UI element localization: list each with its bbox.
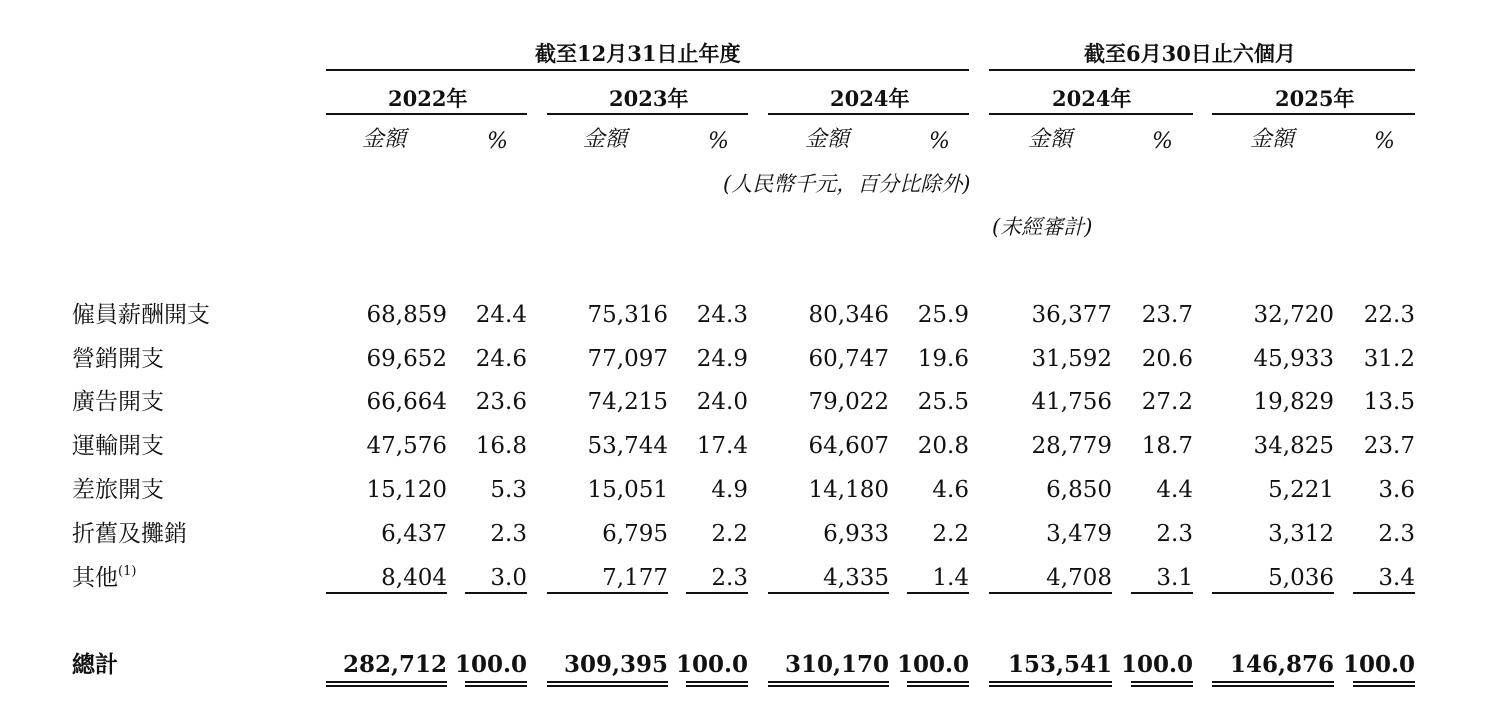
row-label: 運輸開支 [72,433,164,459]
cell-amount-2022: 69,652 [366,346,447,372]
cell-pct-2024-6m: 23.7 [1141,302,1193,328]
row-label: 折舊及攤銷 [72,521,187,547]
subtotal-rule [1131,592,1193,594]
cell-amount-2023: 74,215 [587,389,668,415]
footnote-marker: (1) [118,564,137,579]
cell-amount-2022: 66,664 [366,389,447,415]
cell-pct-2024-6m: 18.7 [1141,433,1193,459]
total-double-rule [465,681,527,687]
header-6m-group: 截至6月30日止六個月 [1084,41,1296,66]
row-label-text: 其他 [72,565,118,591]
cell-pct-2024: 19.6 [917,346,969,372]
row-label: 差旅開支 [72,477,164,503]
cell-pct-2025-6m: 23.7 [1363,433,1415,459]
cell-pct-2022: 5.3 [490,477,527,503]
cell-amount-2023: 7,177 [602,565,668,591]
amount-header: 金額 [1250,127,1295,152]
cell-pct-2025-6m: 13.5 [1363,389,1415,415]
cell-pct-2024-6m: 27.2 [1141,389,1193,415]
total-double-rule [1212,681,1334,687]
amount-header: 金額 [1028,127,1073,152]
total-pct-2024-6m: 100.0 [1120,651,1193,678]
total-amount-2024-6m: 153,541 [1007,651,1112,678]
cell-amount-2024: 6,933 [823,521,889,547]
cell-amount-2022: 8,404 [381,565,447,591]
cell-pct-2024-6m: 4.4 [1156,477,1193,503]
cell-pct-2024: 2.2 [932,521,969,547]
cell-pct-2024-6m: 2.3 [1156,521,1193,547]
cell-pct-2025-6m: 31.2 [1363,346,1415,372]
amount-header: 金額 [805,127,850,152]
cell-amount-2023: 53,744 [587,433,668,459]
cell-amount-2024: 14,180 [808,477,889,503]
total-double-rule [1353,681,1415,687]
cell-amount-2025-6m: 34,825 [1253,433,1334,459]
cell-amount-2023: 6,795 [602,521,668,547]
cell-amount-2024: 4,335 [823,565,889,591]
subtotal-rule [989,592,1112,594]
cell-pct-2024: 4.6 [932,477,969,503]
cell-amount-2023: 77,097 [587,346,668,372]
cell-pct-2025-6m: 3.4 [1378,565,1415,591]
total-double-rule [686,681,748,687]
year-header-2024: 2024年 [830,86,910,111]
cell-pct-2024-6m: 20.6 [1141,346,1193,372]
subtotal-rule [686,592,748,594]
cell-amount-2025-6m: 5,036 [1268,565,1334,591]
cell-amount-2023: 15,051 [587,477,668,503]
cell-pct-2022: 16.8 [475,433,527,459]
row-label: 廣告開支 [72,389,164,415]
total-double-rule [1131,681,1193,687]
total-double-rule [547,681,668,687]
cell-amount-2024-6m: 31,592 [1031,346,1112,372]
total-amount-2025-6m: 146,876 [1229,651,1334,678]
cell-pct-2023: 4.9 [711,477,748,503]
cell-amount-2024-6m: 4,708 [1046,565,1112,591]
header-6m-rule [989,69,1415,71]
total-pct-2025-6m: 100.0 [1342,651,1415,678]
subtotal-rule [465,592,527,594]
unaudited-note: (未經審計) [992,215,1093,239]
cell-amount-2025-6m: 5,221 [1268,477,1334,503]
cell-pct-2025-6m: 2.3 [1378,521,1415,547]
cell-pct-2023: 24.3 [696,302,748,328]
total-pct-2023: 100.0 [675,651,748,678]
year-rule-2025-6m [1212,113,1415,115]
row-label: 營銷開支 [72,346,164,372]
cell-amount-2022: 6,437 [381,521,447,547]
subtotal-rule [326,592,447,594]
total-amount-2022: 282,712 [342,651,447,678]
cell-pct-2022: 23.6 [475,389,527,415]
total-double-rule [989,681,1112,687]
header-fy-rule [326,69,969,71]
cell-amount-2025-6m: 32,720 [1253,302,1334,328]
cell-amount-2025-6m: 3,312 [1268,521,1334,547]
cell-amount-2024: 80,346 [808,302,889,328]
total-label: 總計 [72,651,118,678]
cell-amount-2023: 75,316 [587,302,668,328]
cell-amount-2025-6m: 19,829 [1253,389,1334,415]
year-header-2024-6m: 2024年 [1052,86,1132,111]
cell-amount-2024-6m: 41,756 [1031,389,1112,415]
subtotal-rule [1212,592,1334,594]
year-header-2023: 2023年 [609,86,689,111]
cell-pct-2024: 25.5 [917,389,969,415]
cell-pct-2022: 3.0 [490,565,527,591]
amount-header: 金額 [583,127,628,152]
total-pct-2022: 100.0 [454,651,527,678]
year-rule-2022 [326,113,527,115]
pct-header: % [929,129,950,154]
row-label: 僱員薪酬開支 [72,302,210,328]
pct-header: % [708,129,729,154]
cell-pct-2024-6m: 3.1 [1156,565,1193,591]
total-pct-2024: 100.0 [896,651,969,678]
cell-pct-2024: 25.9 [917,302,969,328]
cell-amount-2024-6m: 28,779 [1031,433,1112,459]
pct-header: % [1152,129,1173,154]
year-header-2022: 2022年 [388,86,468,111]
cell-pct-2023: 24.0 [696,389,748,415]
total-double-rule [907,681,969,687]
cell-amount-2024-6m: 6,850 [1046,477,1112,503]
cell-amount-2022: 68,859 [366,302,447,328]
cell-pct-2023: 2.2 [711,521,748,547]
year-rule-2023 [547,113,748,115]
pct-header: % [1374,129,1395,154]
cell-amount-2022: 15,120 [366,477,447,503]
cell-pct-2023: 17.4 [696,433,748,459]
cell-amount-2024: 79,022 [808,389,889,415]
cell-pct-2022: 2.3 [490,521,527,547]
subtotal-rule [547,592,668,594]
cell-pct-2023: 24.9 [696,346,748,372]
cell-pct-2025-6m: 3.6 [1378,477,1415,503]
cell-amount-2024-6m: 36,377 [1031,302,1112,328]
total-double-rule [326,681,447,687]
row-label [72,564,137,591]
header-fy-group: 截至12月31日止年度 [535,41,741,66]
year-rule-2024 [768,113,969,115]
year-header-2025-6m: 2025年 [1275,86,1355,111]
pct-header: % [487,129,508,154]
cell-pct-2022: 24.4 [475,302,527,328]
year-rule-2024-6m [989,113,1193,115]
cell-amount-2024: 60,747 [808,346,889,372]
amount-header: 金額 [362,127,407,152]
subtotal-rule [1353,592,1415,594]
total-double-rule [768,681,889,687]
cell-amount-2025-6m: 45,933 [1253,346,1334,372]
cell-amount-2024: 64,607 [808,433,889,459]
cell-pct-2023: 2.3 [711,565,748,591]
subtotal-rule [907,592,969,594]
cell-amount-2024-6m: 3,479 [1046,521,1112,547]
cell-amount-2022: 47,576 [366,433,447,459]
total-amount-2024: 310,170 [784,651,889,678]
subtotal-rule [768,592,889,594]
cell-pct-2024: 1.4 [932,565,969,591]
unit-note: (人民幣千元，百分比除外) [723,172,971,196]
total-amount-2023: 309,395 [563,651,668,678]
cell-pct-2022: 24.6 [475,346,527,372]
cell-pct-2025-6m: 22.3 [1363,302,1415,328]
cell-pct-2024: 20.8 [917,433,969,459]
